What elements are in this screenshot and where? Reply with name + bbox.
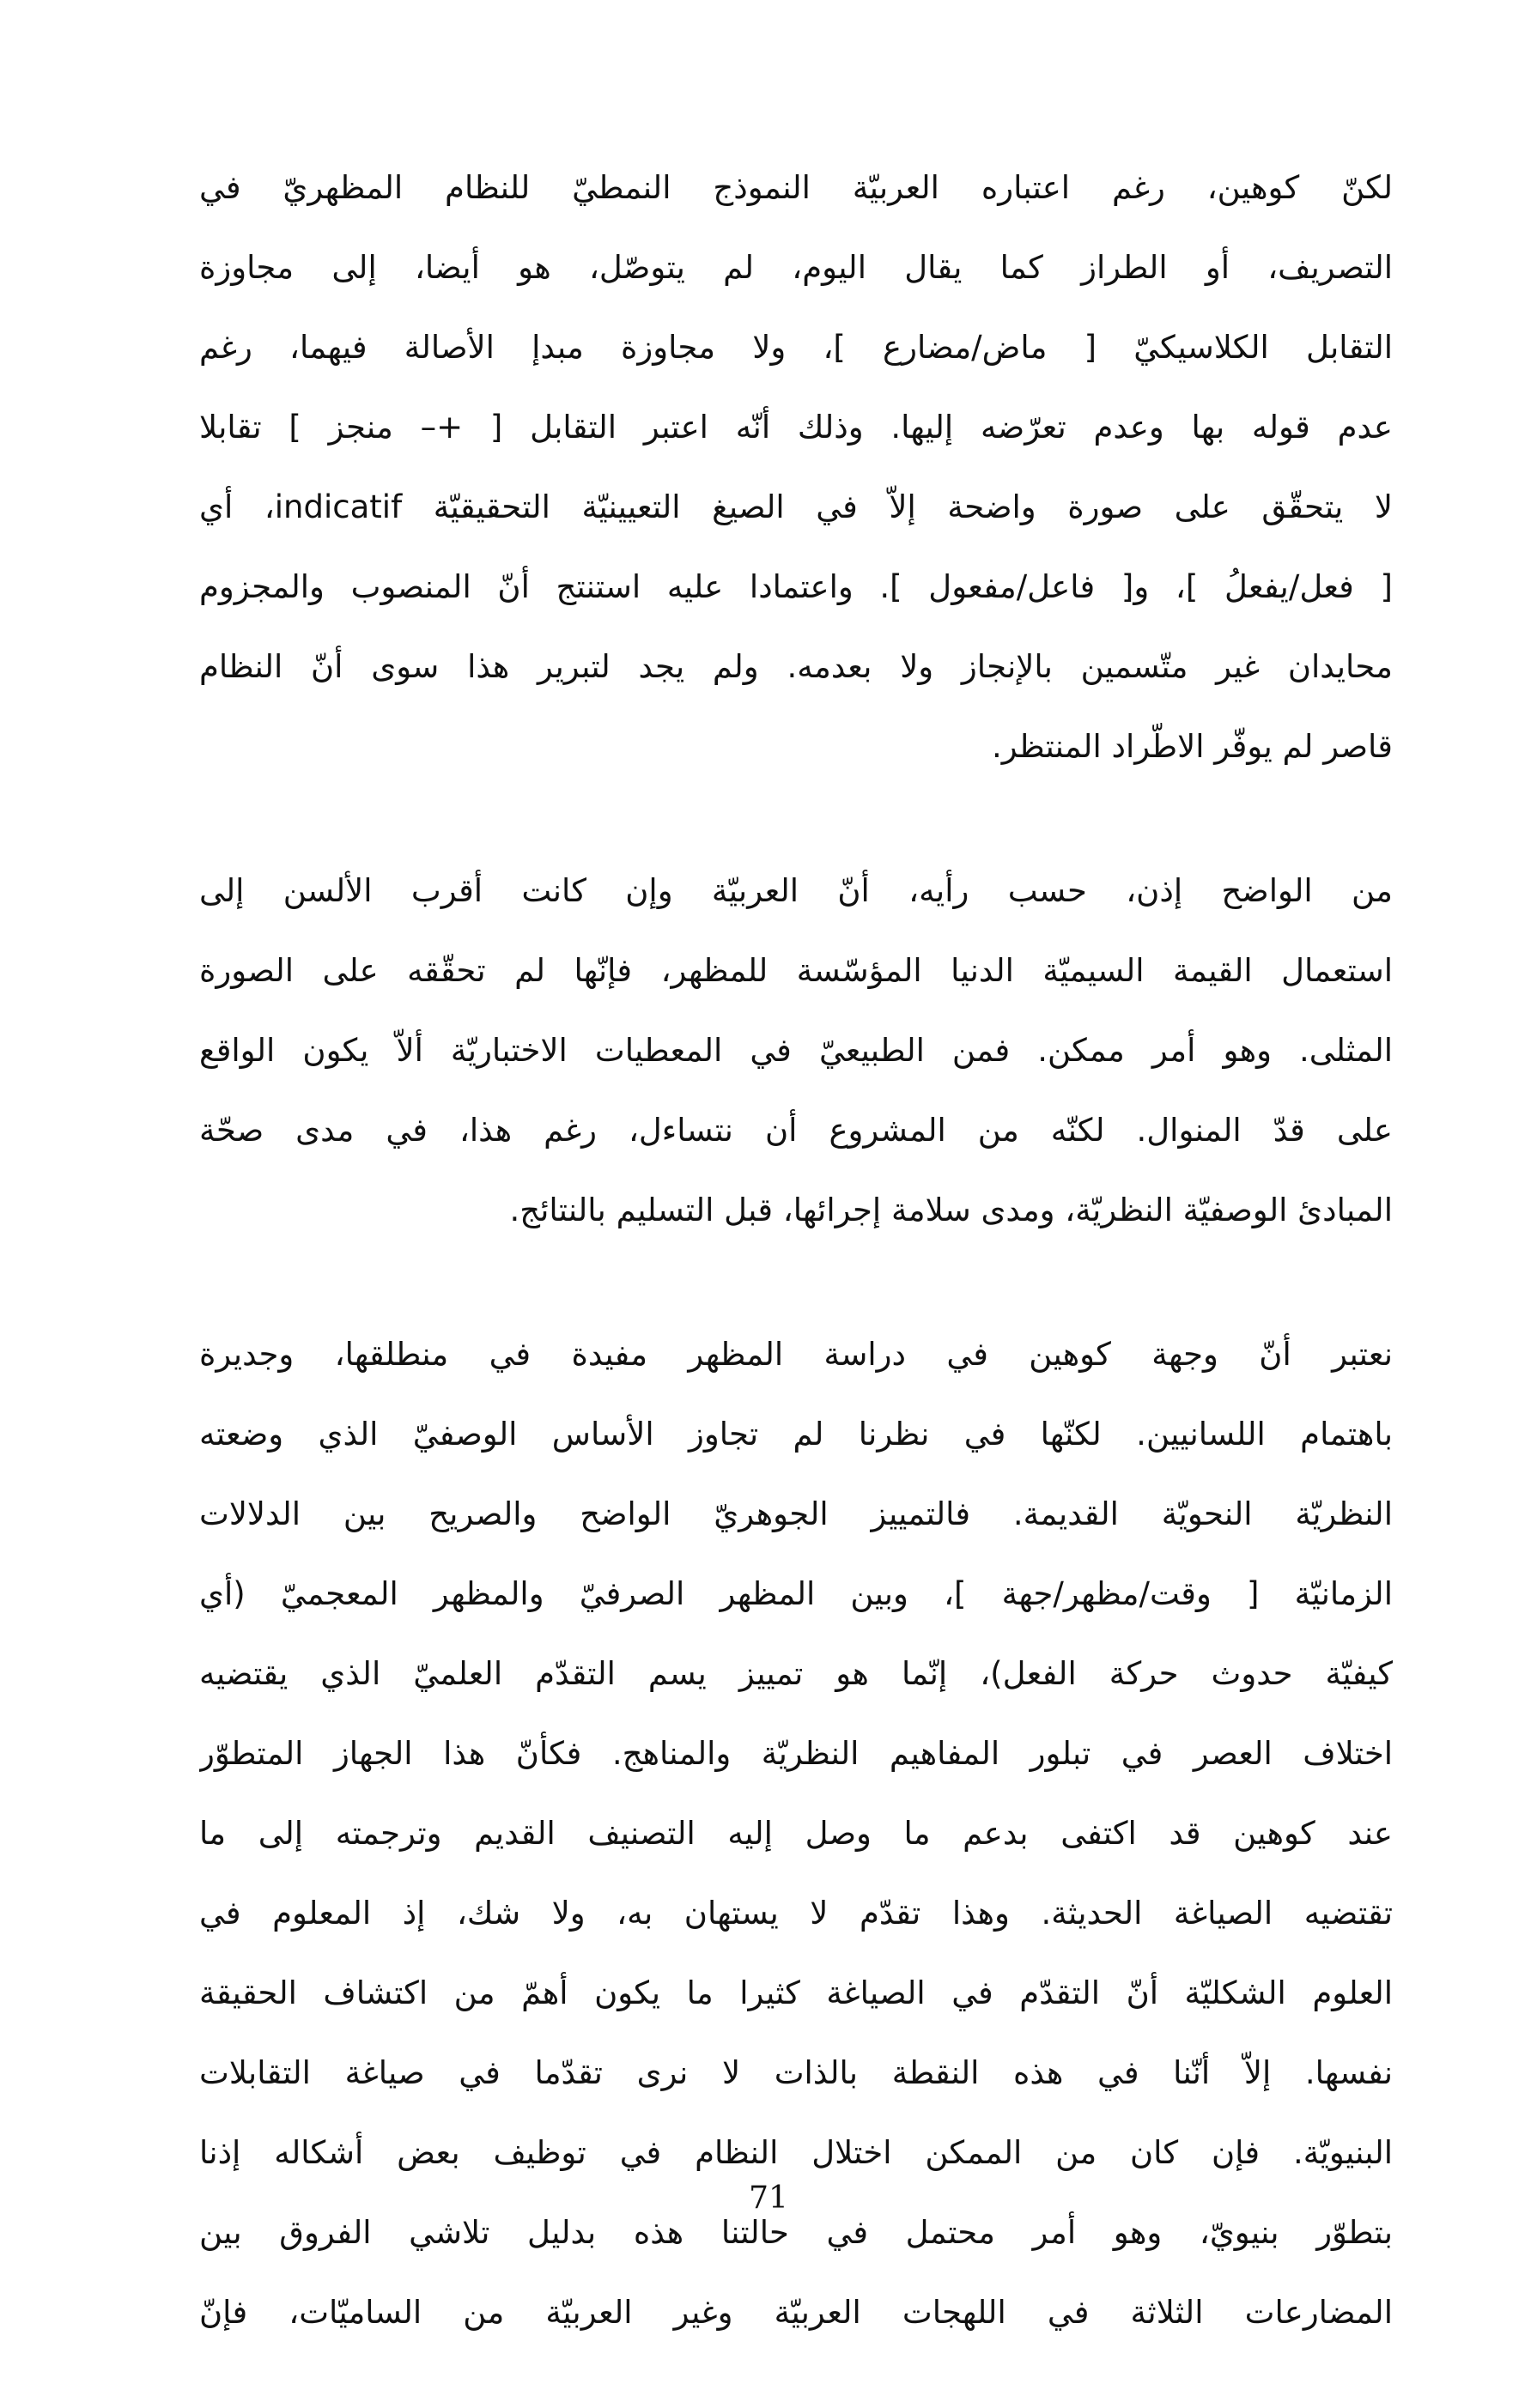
paragraph-1: [199, 148, 1393, 786]
text-line: التصريف، أو الطراز كما يقال اليوم، لم يتوصّل، هو أيضا، إلى مجاوزة: [199, 249, 1393, 286]
body-text: [199, 148, 1393, 2352]
text-line: عند كوهين قد اكتفى بدعم ما وصل إليه التصنيف القديم وترجمته إلى ما: [199, 1815, 1393, 1852]
text-line: من الواضح إذن، حسب رأيه، أنّ العربيّة وإن كانت أقرب الألسن إلى: [199, 872, 1393, 909]
paragraph-2: [199, 851, 1393, 1250]
text-line: محايدان غير متّسمين بالإنجاز ولا بعدمه. ولم يجد لتبرير هذا سوى أنّ النظام: [199, 648, 1393, 685]
text-line: المثلى. وهو أمر ممكن. فمن الطبيعيّ في المعطيات الاختباريّة ألاّ يكون الواقع: [199, 1032, 1393, 1069]
text-line: بتطوّر بنيويّ، وهو أمر محتمل في حالتنا هذه بدليل تلاشي الفروق بين: [199, 2214, 1393, 2251]
text-line: لكنّ كوهين، رغم اعتباره العربيّة النموذج النمطيّ للنظام المظهريّ في: [199, 169, 1393, 206]
text-line: المضارعات الثلاثة في اللهجات العربيّة وغير العربيّة من الساميّات، فإنّ: [199, 2294, 1393, 2331]
text-line: الزمانيّة [ وقت/مظهر/جهة ]، وبين المظهر الصرفيّ والمظهر المعجميّ (أي: [199, 1575, 1393, 1612]
paragraph-spacer: [199, 1250, 1393, 1314]
text-line: [ فعل/يفعلُ ]، و[ فاعل/مفعول ]. واعتمادا عليه استنتج أنّ المنصوب والمجزوم: [199, 568, 1393, 605]
text-line: لا يتحقّق على صورة واضحة إلاّ في الصيغ التعيينيّة التحقيقيّة indicatif، أي: [199, 488, 1393, 525]
text-line: عدم قوله بها وعدم تعرّضه إليها. وذلك أنّه اعتبر التقابل [ +– منجز ] تقابلا: [199, 409, 1393, 446]
text-line: باهتمام اللسانيين. لكنّها في نظرنا لم تجاوز الأساس الوصفيّ الذي وضعته: [199, 1416, 1393, 1453]
text-line: المبادئ الوصفيّة النظريّة، ومدى سلامة إجرائها، قبل التسليم بالنتائج.: [509, 1192, 1393, 1228]
text-line: قاصر لم يوفّر الاطّراد المنتظر.: [991, 728, 1393, 765]
text-line: التقابل الكلاسيكيّ [ ماض/مضارع ]، ولا مجاوزة مبدإ الأصالة فيهما، رغم: [199, 329, 1393, 366]
paragraph-spacer: [199, 786, 1393, 851]
text-line: كيفيّة حدوث حركة الفعل)، إنّما هو تمييز يسم التقدّم العلميّ الذي يقتضيه: [199, 1655, 1393, 1692]
text-line: نفسها. إلاّ أنّنا في هذه النقطة بالذات لا نرى تقدّما في صياغة التقابلات: [199, 2054, 1393, 2091]
text-line: على قدّ المنوال. لكنّه من المشروع أن نتساءل، رغم هذا، في مدى صحّة: [199, 1112, 1393, 1149]
text-line: النظريّة النحويّة القديمة. فالتمييز الجوهريّ الواضح والصريح بين الدلالات: [199, 1495, 1393, 1532]
text-line: تقتضيه الصياغة الحديثة. وهذا تقدّم لا يستهان به، ولا شك، إذ المعلوم في: [199, 1895, 1393, 1932]
page-number: 71: [749, 2181, 788, 2216]
text-line: البنيويّة. فإن كان من الممكن اختلال النظام في توظيف بعض أشكاله إذنا: [199, 2134, 1393, 2171]
text-line: العلوم الشكليّة أنّ التقدّم في الصياغة كثيرا ما يكون أهمّ من اكتشاف الحقيقة: [199, 1974, 1393, 2011]
text-line: اختلاف العصر في تبلور المفاهيم النظريّة والمناهج. فكأنّ هذا الجهاز المتطوّر: [199, 1735, 1393, 1772]
text-line: استعمال القيمة السيميّة الدنيا المؤسّسة للمظهر، فإنّها لم تحقّقه على الصورة: [199, 952, 1393, 989]
text-line: نعتبر أنّ وجهة كوهين في دراسة المظهر مفيدة في منطلقها، وجديرة: [199, 1336, 1393, 1373]
